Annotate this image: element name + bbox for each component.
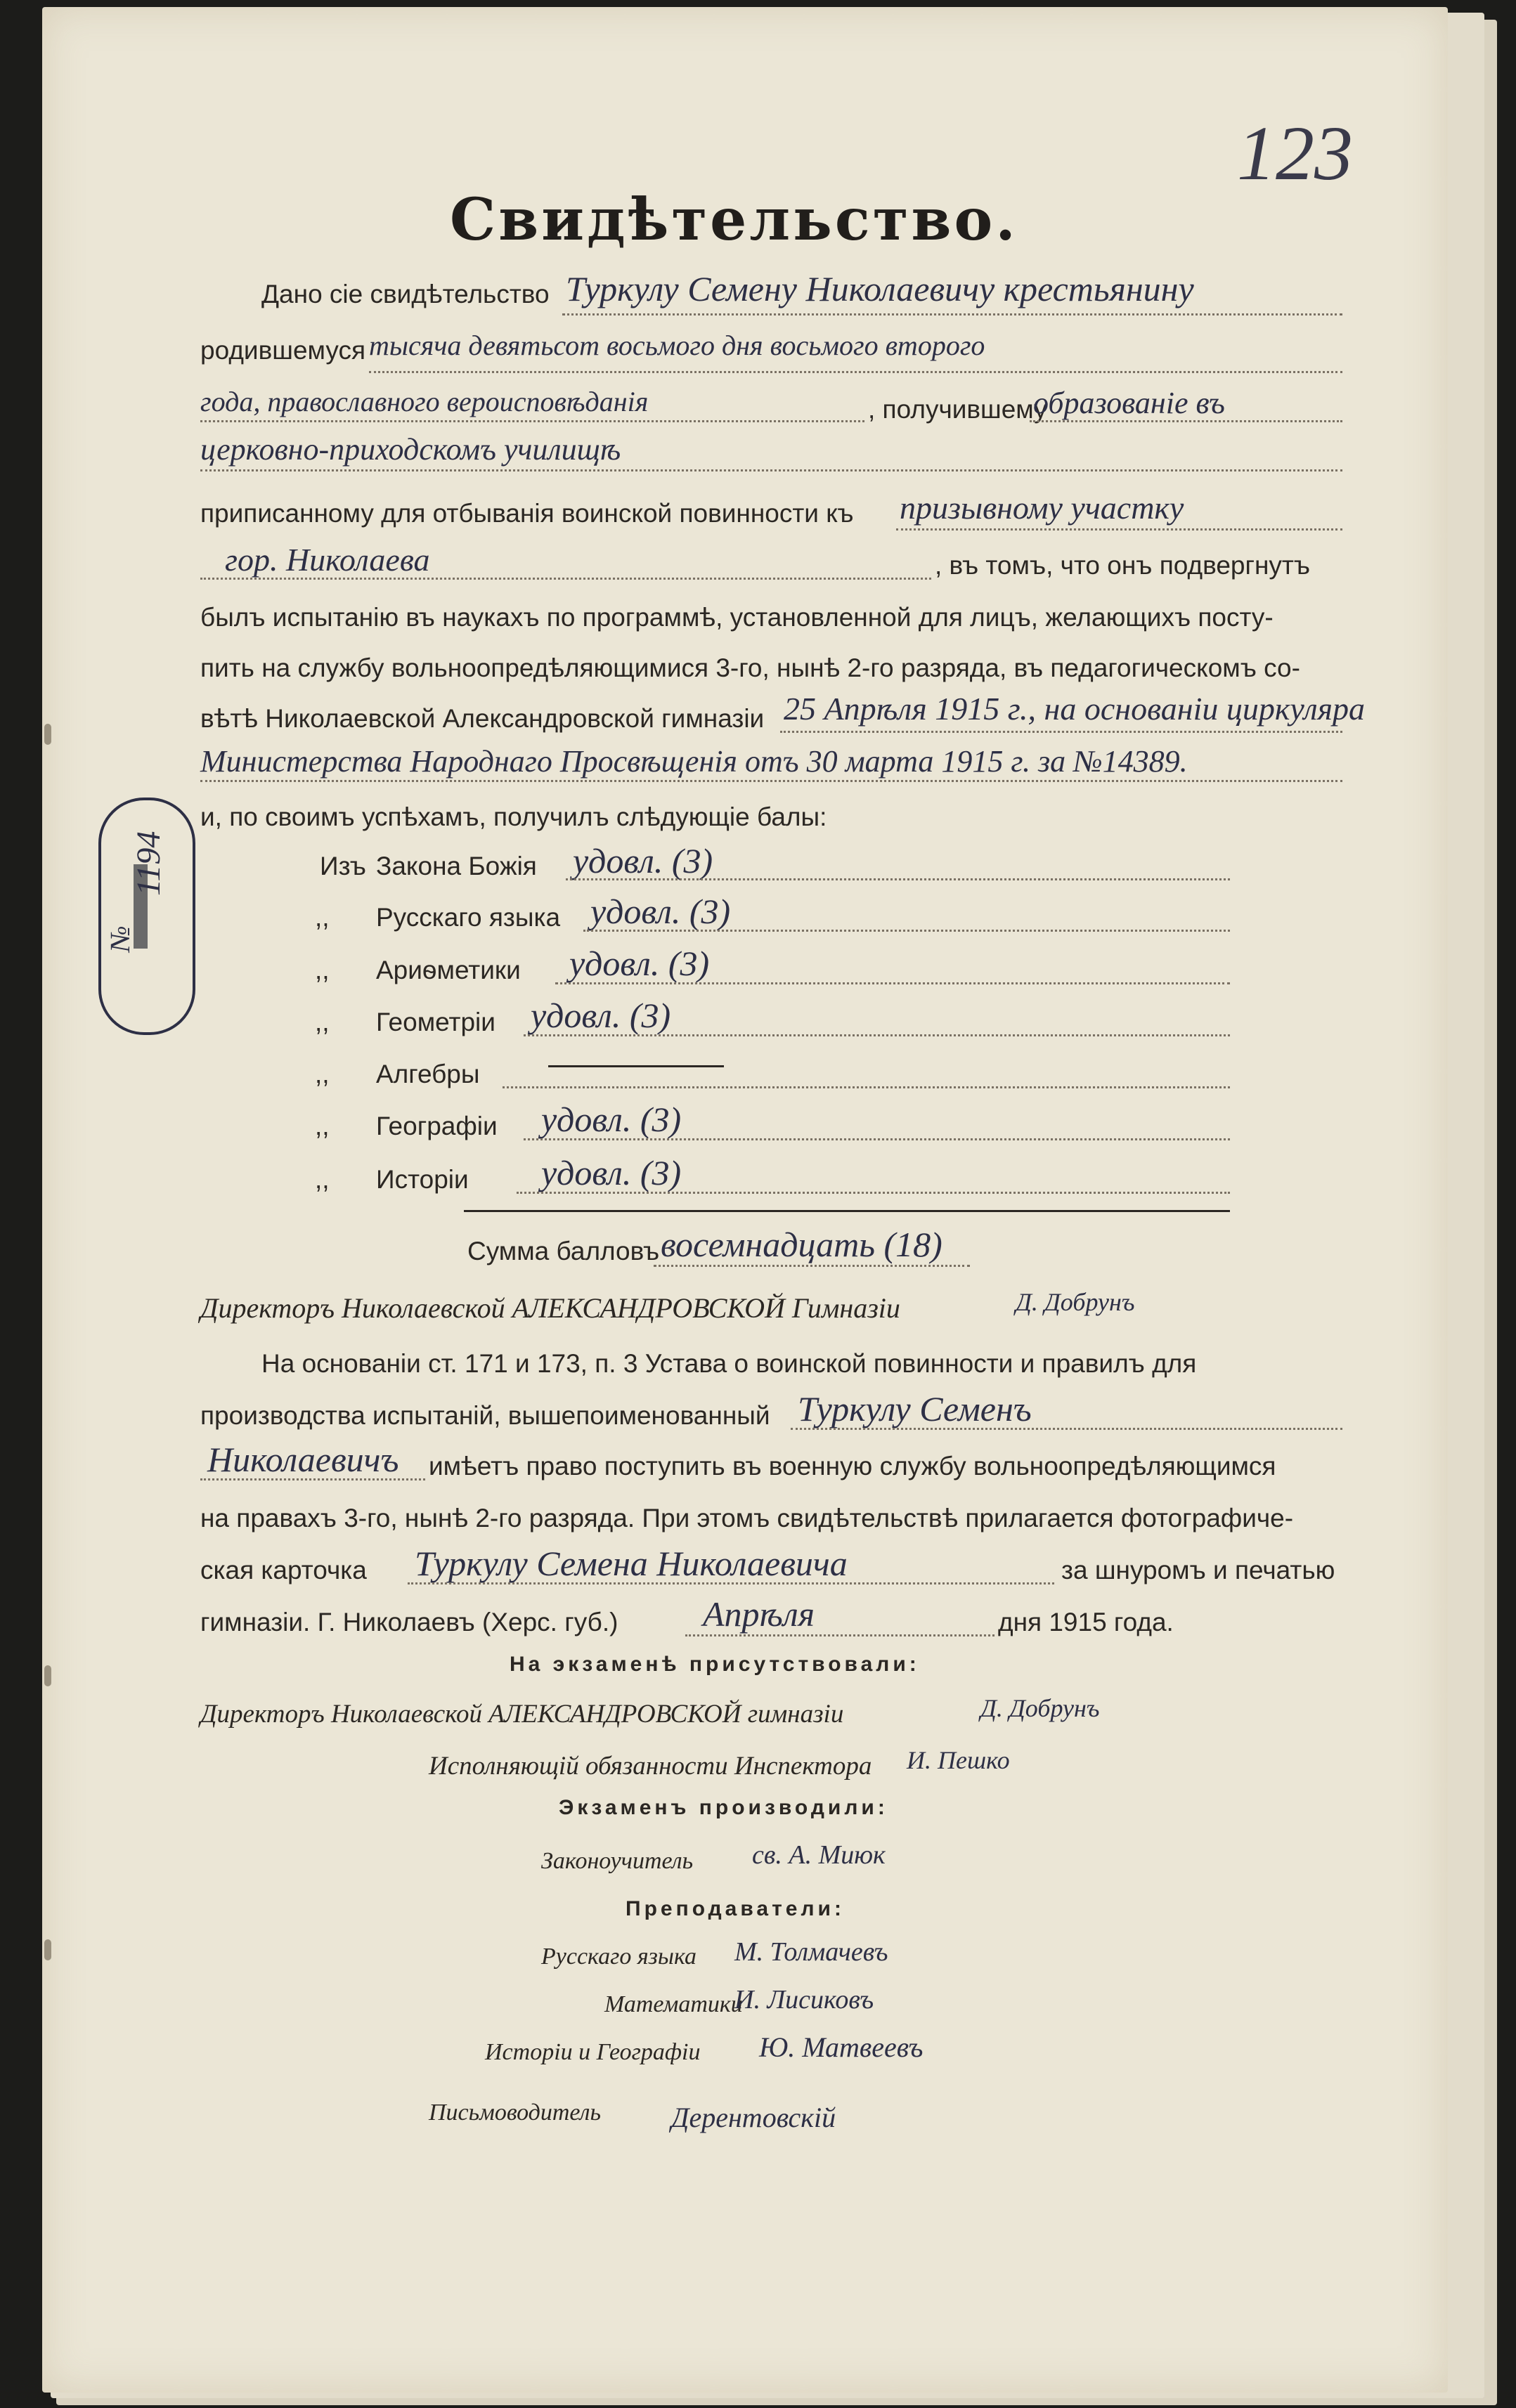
fill-line <box>791 1428 1342 1430</box>
grade-prefix: ,, <box>315 1112 330 1140</box>
received-label: , получившему <box>868 395 1047 424</box>
grade-prefix: ,, <box>315 956 330 984</box>
math-label: Математики <box>604 1991 743 2017</box>
grade-value: удовл. (3) <box>590 892 731 931</box>
city-value: гор. Николаева <box>225 542 430 578</box>
rights-line-1: На основаніи ст. 171 и 173, п. 3 Устава о воинской повинности и правилъ для <box>261 1349 1197 1378</box>
rights-line-4: на правахъ 3-го, нынѣ 2-го разряда. При этомъ свидѣтельствѣ прилагается фотографиче- <box>200 1504 1294 1532</box>
binding-hole <box>44 724 51 745</box>
binding-hole <box>44 1665 51 1686</box>
rights-line-6a: гимназіи. Г. Николаевъ (Херс. губ.) <box>200 1608 618 1636</box>
russian-label: Русскаго языка <box>541 1944 697 1970</box>
fill-line <box>1030 420 1342 422</box>
fill-line <box>200 469 1342 471</box>
grade-value: удовл. (3) <box>541 1100 682 1139</box>
fill-line <box>583 930 1230 932</box>
issued-label: Дано сіе свидѣтельство <box>261 280 550 308</box>
grade-subject: Геометріи <box>376 1008 495 1036</box>
grade-prefix: ,, <box>315 1008 330 1036</box>
present-inspector-signature: И. Пешко <box>907 1746 1010 1774</box>
conducted-heading: Экзаменъ производили: <box>559 1796 888 1819</box>
rights-line-6b: дня 1915 года. <box>998 1608 1174 1636</box>
grade-prefix: ,, <box>315 1060 330 1088</box>
grade-value: удовл. (3) <box>569 944 710 983</box>
grade-value: удовл. (3) <box>531 996 671 1035</box>
russian-signature: М. Толмачевъ <box>734 1937 888 1967</box>
binding-hole <box>44 1939 51 1960</box>
fill-line <box>524 1138 1230 1140</box>
assigned-label: приписанному для отбыванія воинской повинности къ <box>200 499 854 528</box>
issued-value: Туркулу Семену Николаевичу крестьянину <box>566 269 1194 308</box>
grade-prefix: ,, <box>315 903 330 932</box>
fill-line <box>200 578 931 580</box>
present-director-signature: Д. Добрунъ <box>980 1694 1100 1722</box>
faith-value: года, православного вероисповѣданія <box>200 386 649 417</box>
director-label: Директоръ Николаевской АЛЕКСАНДРОВСКОЙ Гимназіи <box>200 1292 900 1324</box>
sum-value: восемнадцать (18) <box>661 1225 942 1264</box>
sum-label: Сумма балловъ <box>467 1237 660 1265</box>
fill-line <box>517 1192 1230 1194</box>
grade-subject: Русскаго языка <box>376 903 561 932</box>
present-heading: На экзаменѣ присутствовали: <box>510 1653 920 1676</box>
body-line-1: былъ испытанію въ наукахъ по программѣ, установленной для лицъ, желающихъ посту- <box>200 603 1274 632</box>
rights-line-2: производства испытаній, вышепоименованный <box>200 1401 770 1430</box>
history-signature: Ю. Матвеевъ <box>759 2031 924 2063</box>
rights-line-5a: ская карточка <box>200 1556 367 1584</box>
grade-prefix: ,, <box>315 1165 330 1194</box>
grade-subject: Географіи <box>376 1112 498 1140</box>
stamp-label: № <box>104 925 136 952</box>
body-line-3: вѣтѣ Николаевской Александровской гимназіи <box>200 704 765 733</box>
fill-line <box>685 1634 995 1636</box>
grade-subject: Ариѳметики <box>376 956 521 984</box>
month-value: Апрѣля <box>703 1594 815 1634</box>
blank-dash <box>548 1065 724 1067</box>
fill-line <box>503 1086 1230 1088</box>
fill-line <box>555 982 1230 984</box>
fill-line <box>566 878 1230 880</box>
director-signature: Д. Добрунъ <box>1016 1288 1135 1316</box>
fill-line <box>780 731 1342 733</box>
rights-name-2: Николаевичъ <box>207 1440 399 1479</box>
fill-line <box>200 420 864 422</box>
grade-value: удовл. (3) <box>573 841 713 880</box>
priest-label: Законоучитель <box>541 1848 694 1874</box>
archive-number: 123 <box>1237 110 1353 196</box>
assigned-value: призывному участку <box>900 490 1184 526</box>
rights-name-1: Туркулу Семенъ <box>798 1389 1032 1428</box>
fill-line <box>200 1478 425 1480</box>
fill-line <box>896 528 1342 531</box>
fill-line <box>408 1582 1054 1584</box>
teachers-heading: Преподаватели: <box>626 1897 845 1920</box>
grades-intro: и, по своимъ успѣхамъ, получилъ слѣдующіе балы: <box>200 802 827 831</box>
present-inspector: Исполняющій обязанности Инспектора <box>429 1752 872 1781</box>
document-title: Свидѣтельство. <box>450 186 1018 254</box>
card-name-value: Туркулу Семена Николаевича <box>415 1544 848 1583</box>
rights-line-5b: за шнуромъ и печатью <box>1061 1556 1335 1584</box>
grade-subject: Исторіи <box>376 1165 469 1194</box>
grades-total-rule <box>464 1210 1230 1212</box>
history-label: Исторіи и Географіи <box>485 2039 701 2065</box>
received-value: образованіе въ <box>1033 386 1225 420</box>
priest-signature: св. А. Миюк <box>752 1840 886 1870</box>
exam-date-value: 25 Апрѣля 1915 г., на основаніи циркуляра <box>784 691 1366 727</box>
rights-line-3: имѣетъ право поступить въ военную службу вольноопредѣляющимся <box>429 1452 1276 1480</box>
stamp-number: 1194 <box>130 831 167 896</box>
ministry-value: Министерства Народнаго Просвѣщенія отъ 30 марта 1915 г. за №14389. <box>200 744 1188 779</box>
body-line-2: пить на службу вольноопредѣляющимися 3-го, нынѣ 2-го разряда, въ педагогическомъ со- <box>200 653 1300 682</box>
grade-subject: Алгебры <box>376 1060 480 1088</box>
born-label: родившемуся <box>200 336 365 365</box>
that-label: , въ томъ, что онъ подвергнутъ <box>935 551 1310 580</box>
clerk-label: Письмоводитель <box>429 2100 601 2126</box>
fill-line <box>524 1034 1230 1036</box>
school-value: церковно-приходскомъ училищѣ <box>200 432 621 467</box>
born-value: тысяча девятьсот восьмого дня восьмого второго <box>369 330 985 361</box>
fill-line <box>200 780 1342 782</box>
grade-value: удовл. (3) <box>541 1153 682 1192</box>
present-director: Директоръ Николаевской АЛЕКСАНДРОВСКОЙ гимназіи <box>200 1700 844 1729</box>
fill-line <box>562 313 1342 315</box>
math-signature: И. Лисиковъ <box>734 1985 874 2015</box>
fill-line <box>369 371 1342 373</box>
fill-line <box>654 1265 970 1267</box>
grade-prefix: Изъ <box>320 852 366 880</box>
clerk-signature: Дерентовскій <box>671 2102 836 2133</box>
grade-subject: Закона Божія <box>376 852 537 880</box>
